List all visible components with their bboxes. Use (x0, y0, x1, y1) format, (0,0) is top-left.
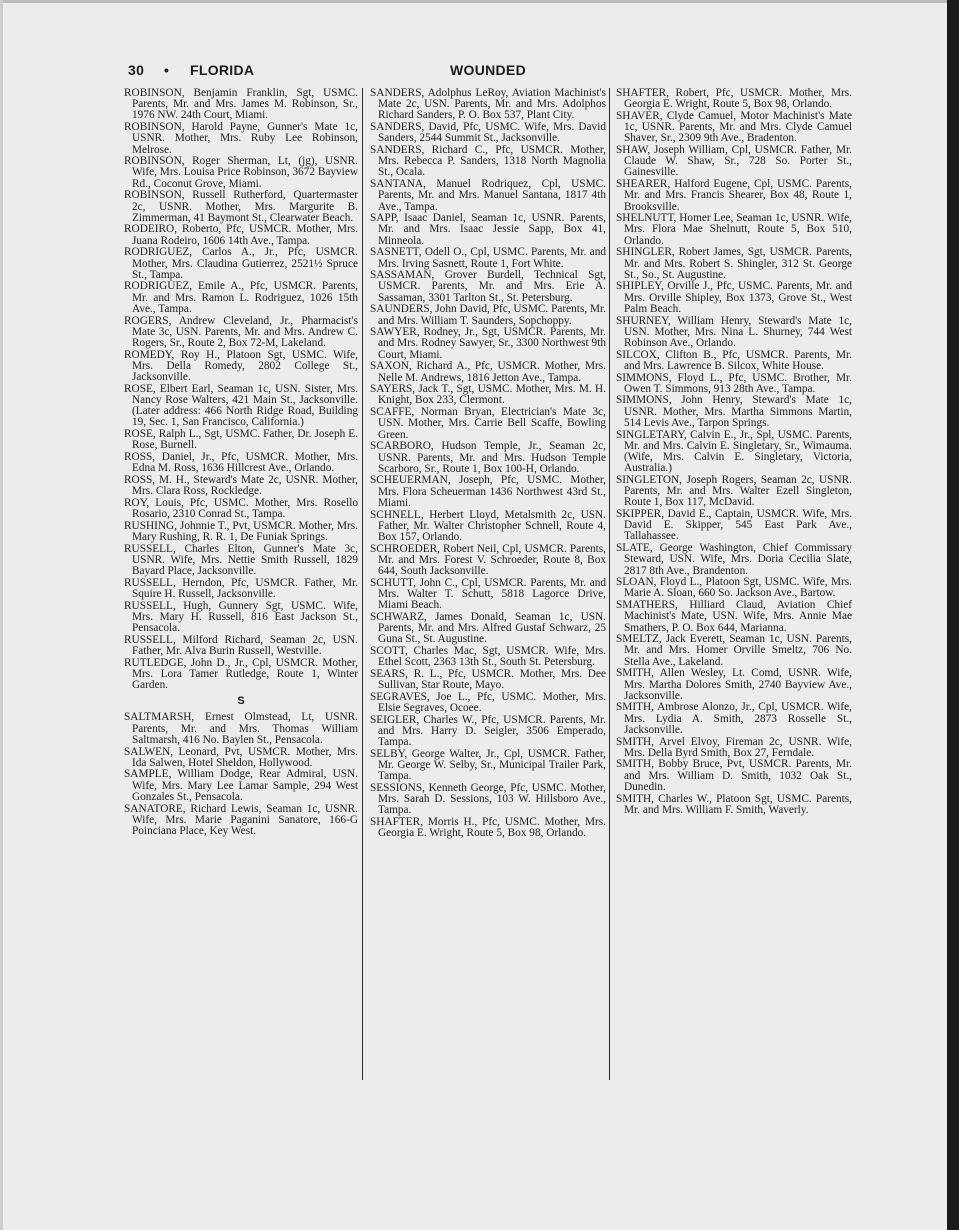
casualty-entry: SAMPLE, William Dodge, Rear Admiral, USN. Wife, Mrs. Mary Lee Lamar Sample, 294 West Gonzales St., Pensacola. (124, 768, 358, 803)
casualty-entry: SIMMONS, John Henry, Steward's Mate 1c, USNR. Mother, Mrs. Martha Simmons Martin, 514 Levis Ave., Tarpon Springs. (616, 394, 852, 429)
casualty-entry: SAXON, Richard A., Pfc, USMCR. Mother, Mrs. Nelle M. Andrews, 1816 Jetton Ave., Tampa. (370, 360, 606, 384)
casualty-entry: RUSSELL, Charles Elton, Gunner's Mate 3c, USNR. Wife, Mrs. Nettie Smith Russell, 1829 Bayard Place, Jacksonville. (124, 542, 358, 578)
casualty-entry: SANDERS, Richard C., Pfc, USMCR. Mother, Mrs. Rebecca P. Sanders, 1318 North Magnolia St., Ocala. (370, 144, 606, 179)
casualty-entry: SANDERS, David, Pfc, USMC. Wife, Mrs. David Sanders, 2544 Summit St., Jacksonville. (370, 121, 606, 145)
casualty-entry: RODEIRO, Roberto, Pfc, USMCR. Mother, Mrs. Juana Rodeiro, 1606 14th Ave., Tampa. (124, 223, 358, 247)
casualty-entry: SASNETT, Odell O., Cpl, USMC. Parents, Mr. and Mrs. Irving Sasnett, Route 1, Fort White. (370, 246, 606, 270)
casualty-entry: SMITH, Bobby Bruce, Pvt, USMCR. Parents, Mr. and Mrs. William D. Smith, 1032 Oak St., Dunedin. (616, 758, 852, 793)
column-3 (616, 88, 852, 817)
casualty-entry: SLATE, George Washington, Chief Commissary Steward, USN. Wife, Mrs. Doria Cecilia Slate, 2817 8th Ave., Brandenton. (616, 542, 852, 577)
entry-list (124, 712, 358, 837)
casualty-entry: SMITH, Allen Wesley, Lt. Comd, USNR. Wife, Mrs. Martha Dolores Smith, 2740 Bayview Ave., Jacksonville. (616, 667, 852, 702)
casualty-entry: ROY, Louis, Pfc, USMC. Mother, Mrs. Rosello Rosario, 2310 Conrad St., Tampa. (124, 496, 358, 521)
column-divider (362, 88, 363, 1080)
casualty-entry: SHEARER, Halford Eugene, Cpl, USMC. Parents, Mr. and Mrs. Francis Shearer, Box 48, Route 1, Brooksville. (616, 178, 852, 213)
page-header (128, 62, 808, 82)
casualty-entry: SHAFTER, Morris H., Pfc, USMC. Mother, Mrs. Georgia E. Wright, Route 5, Box 98, Orlando. (370, 816, 606, 840)
entry-list (370, 88, 606, 839)
casualty-entry: SILCOX, Clifton B., Pfc, USMCR. Parents, Mr. and Mrs. Lawrence B. Silcox, White House. (616, 348, 852, 372)
casualty-entry: SHIPLEY, Orville J., Pfc, USMC. Parents, Mr. and Mrs. Orville Shipley, Box 1373, Grove St., West Palm Beach. (616, 280, 852, 315)
casualty-entry: SCHNELL, Herbert Lloyd, Metalsmith 2c, USN. Father, Mr. Walter Christopher Schnell, Route 4, Box 157, Orlando. (370, 508, 606, 543)
casualty-entry: SEARS, R. L., Pfc, USMCR. Mother, Mrs. Dee Sullivan, Star Route, Mayo. (370, 667, 606, 692)
casualty-entry: SHELNUTT, Homer Lee, Seaman 1c, USNR. Wife, Mrs. Flora Mae Shelnutt, Route 5, Box 510, Orlando. (616, 212, 852, 247)
casualty-entry: SMITH, Charles W., Platoon Sgt, USMC. Parents, Mr. and Mrs. William F. Smith, Waverly. (616, 792, 852, 816)
casualty-entry: SCHUTT, John C., Cpl, USMCR. Parents, Mr. and Mrs. Walter T. Schutt, 5818 Lagorce Drive, Miami Beach. (370, 576, 606, 612)
casualty-entry: SCOTT, Charles Mac, Sgt, USMCR. Wife, Mrs. Ethel Scott, 2363 13th St., South St. Petersburg. (370, 644, 606, 669)
casualty-entry: SAYERS, Jack T., Sgt, USMC. Mother, Mrs. M. H. Knight, Box 233, Clermont. (370, 383, 606, 407)
casualty-entry: ROSE, Ralph L., Sgt, USMC. Father, Dr. Joseph E. Rose, Burnell. (124, 428, 358, 452)
casualty-entry: RODRIGUEZ, Carlos A., Jr., Pfc, USMCR. Mother, Mrs. Claudina Gutierrez, 2521½ Spruce St., Tampa. (124, 246, 358, 281)
casualty-entry: SANTANA, Manuel Rodriquez, Cpl, USMC. Parents, Mr. and Mrs. Manuel Santana, 1817 4th Ave., Tampa. (370, 178, 606, 213)
casualty-entry: SANATORE, Richard Lewis, Seaman 1c, USNR. Wife, Mrs. Marie Paganini Sanatore, 166-G Poinciana Place, Key West. (124, 802, 358, 837)
column-divider (609, 88, 610, 1080)
casualty-entry: SCHWARZ, James Donald, Seaman 1c, USN. Parents, Mr. and Mrs. Alfred Gustaf Schwarz, 25 Guna St., St. Augustine. (370, 610, 606, 646)
casualty-entry: ROSE, Elbert Earl, Seaman 1c, USN. Sister, Mrs. Nancy Rose Walters, 421 Main St., Jacksonville. (Later address: 466 North Ridge Road, Building 19, Sec. 1, San Francisco, California.) (124, 382, 358, 429)
casualty-entry: SMATHERS, Hilliard Claud, Aviation Chief Machinist's Mate, USN. Wife, Mrs. Annie Mae Smathers, P. O. Box 644, Marianna. (616, 599, 852, 634)
casualty-entry: ROBINSON, Benjamin Franklin, Sgt, USMC. Parents, Mr. and Mrs. James M. Robinson, Sr., 1976 NW. 24th Court, Miami. (124, 87, 358, 122)
casualty-entry: SHAFTER, Robert, Pfc, USMCR. Mother, Mrs. Georgia E. Wright, Route 5, Box 98, Orlando. (616, 87, 852, 111)
page-number: 30 (128, 62, 145, 78)
casualty-entry: SIMMONS, Floyd L., Pfc, USMC. Brother, Mr. Owen T. Simmons, 913 28th Ave., Tampa. (616, 371, 852, 395)
header-bullet: • (164, 62, 170, 78)
casualty-entry: SANDERS, Adolphus LeRoy, Aviation Machinist's Mate 2c, USN. Parents, Mr. and Mrs. Adolphos Richard Sanders, P. O. Box 537, Plant City. (370, 87, 606, 122)
casualty-entry: SALTMARSH, Ernest Olmstead, Lt, USNR. Parents, Mr. and Mrs. Thomas William Saltmarsh, 416 No. Baylen St., Pensacola. (124, 711, 358, 746)
casualty-entry: SCAFFE, Norman Bryan, Electrician's Mate 3c, USN. Mother, Mrs. Carrie Bell Scaffe, Bowling Green. (370, 406, 606, 441)
casualty-entry: SHAVER, Clyde Camuel, Motor Machinist's Mate 1c, USNR. Parents, Mr. and Mrs. Clyde Camuel Shaver, Sr., 2309 9th Ave., Bradenton. (616, 109, 852, 145)
scan-border-top (0, 0, 959, 3)
casualty-entry: SHINGLER, Robert James, Sgt, USMCR. Parents, Mr. and Mrs. Robert S. Shingler, 312 St. George St., So., St. Augustine. (616, 246, 852, 281)
casualty-entry: SHAW, Joseph William, Cpl, USMCR. Father, Mr. Claude W. Shaw, Sr., 728 So. Porter St., Gainesville. (616, 144, 852, 179)
casualty-entry: ROMEDY, Roy H., Platoon Sgt, USMC. Wife, Mrs. Della Romedy, 2802 College St., Jacksonville. (124, 348, 358, 384)
casualty-entry: SAWYER, Rodney, Jr., Sgt, USMCR. Parents, Mr. and Mrs. Rodney Sawyer, Sr., 3300 Northwest 9th Court, Miami. (370, 326, 606, 361)
casualty-entry: RUSSELL, Milford Richard, Seaman 2c, USN. Father, Mr. Alva Burin Russell, Westville. (124, 633, 358, 657)
casualty-entry: SCHROEDER, Robert Neil, Cpl, USMCR. Parents, Mr. and Mrs. Forest V. Schroeder, Route 8, Box 644, South Jacksonville. (370, 542, 606, 578)
casualty-entry: RODRIGUEZ, Emile A., Pfc, USMCR. Parents, Mr. and Mrs. Ramon L. Rodriguez, 1026 15th Ave., Tampa. (124, 280, 358, 315)
casualty-entry: SEGRAVES, Joe L., Pfc, USMC. Mother, Mrs. Elsie Segraves, Ocoee. (370, 690, 606, 714)
casualty-entry: RUSSELL, Herndon, Pfc, USMCR. Father, Mr. Squire H. Russell, Jacksonville. (124, 576, 358, 600)
column-2 (370, 88, 606, 840)
casualty-entry: SINGLETON, Joseph Rogers, Seaman 2c, USNR. Parents, Mr. and Mrs. Walter Ezell Singleton, Route 1, Box 117, McDavid. (616, 473, 852, 509)
casualty-entry: ROBINSON, Harold Payne, Gunner's Mate 1c, USNR. Mother, Mrs. Ruby Lee Robinson, Melrose. (124, 121, 358, 156)
scan-border-right (947, 0, 959, 1230)
casualty-entry: SAUNDERS, John David, Pfc, USMC. Parents, Mr. and Mrs. William T. Saunders, Sopchoppy. (370, 303, 606, 327)
casualty-entry: SALWEN, Leonard, Pvt, USMCR. Mother, Mrs. Ida Salwen, Hotel Sheldon, Hollywood. (124, 745, 358, 769)
casualty-entry: ROBINSON, Russell Rutherford, Quartermaster 2c, USNR. Mother, Mrs. Margurite B. Zimmerman, 41 Baymont St., Clearwater Beach. (124, 189, 358, 224)
casualty-entry: SKIPPER, David E., Captain, USMCR. Wife, Mrs. David E. Skipper, 545 East Park Ave., Tallahassee. (616, 508, 852, 543)
entry-list (616, 88, 852, 816)
casualty-entry: SINGLETARY, Calvin E., Jr., Spl, USMC. Parents, Mr. and Mrs. Calvin E. Singletary, Sr., Wimauma. (Wife, Mrs. Calvin E. Singletary, Victoria, Australia.) (616, 428, 852, 475)
entry-list (124, 88, 358, 691)
casualty-entry: ROSS, M. H., Steward's Mate 2c, USNR. Mother, Mrs. Clara Ross, Rockledge. (124, 473, 358, 498)
casualty-entry: SMITH, Ambrose Alonzo, Jr., Cpl, USMCR. Wife, Mrs. Lydia A. Smith, 2873 Rosselle St., Jacksonville. (616, 701, 852, 736)
section-title: WOUNDED (450, 62, 526, 78)
casualty-entry: SCHEUERMAN, Joseph, Pfc, USMC. Mother, Mrs. Flora Scheuerman 1436 Northwest 43rd St., Miami. (370, 474, 606, 509)
casualty-entry: SELBY, George Walter, Jr., Cpl, USMCR. Father, Mr. George W. Selby, Sr., Municipal Trailer Park, Tampa. (370, 747, 606, 783)
casualty-entry: SASSAMAN, Grover Burdell, Technical Sgt, USMCR. Parents, Mr. and Mrs. Erie A. Sassaman, 3301 Tarlton St., St. Petersburg. (370, 269, 606, 304)
casualty-entry: ROGERS, Andrew Cleveland, Jr., Pharmacist's Mate 3c, USN. Parents, Mr. and Mrs. Andrew C. Rogers, Sr., Route 2, Box 72-M, Lakeland. (124, 314, 358, 349)
casualty-entry: SHURNEY, William Henry, Steward's Mate 1c, USN. Mother, Mrs. Nina L. Shurney, 744 West Robinson Ave., Orlando. (616, 314, 852, 349)
casualty-entry: ROBINSON, Roger Sherman, Lt, (jg), USNR. Wife, Mrs. Louisa Price Robinson, 3672 Bayview Rd., Coconut Grove, Miami. (124, 155, 358, 190)
casualty-entry: RUSSELL, Hugh, Gunnery Sgt, USMC. Wife, Mrs. Mary H. Russell, 816 East Jackson St., Pensacola. (124, 599, 358, 635)
column-1 (124, 88, 358, 838)
casualty-entry: SEIGLER, Charles W., Pfc, USMCR. Parents, Mr. and Mrs. Harry D. Seigler, 3506 Emperado, Tampa. (370, 713, 606, 749)
casualty-entry: SCARBORO, Hudson Temple, Jr., Seaman 2c, USNR. Parents, Mr. and Mrs. Hudson Temple Scarboro, Sr., Route 1, Box 100-H, Orlando. (370, 440, 606, 475)
casualty-entry: SLOAN, Floyd L., Platoon Sgt, USMC. Wife, Mrs. Marie A. Sloan, 660 So. Jackson Ave., Bartow. (616, 576, 852, 600)
state-name: FLORIDA (190, 62, 255, 78)
casualty-entry: SAPP, Isaac Daniel, Seaman 1c, USNR. Parents, Mr. and Mrs. Isaac Jessie Sapp, Box 41, Minneola. (370, 212, 606, 247)
letter-heading: S (237, 695, 245, 708)
scan-border-left (0, 0, 3, 1230)
casualty-entry: RUTLEDGE, John D., Jr., Cpl, USMCR. Mother, Mrs. Lora Tamer Rutledge, Route 1, Winter Garden. (124, 656, 358, 692)
casualty-entry: SESSIONS, Kenneth George, Pfc, USMC. Mother, Mrs. Sarah D. Sessions, 103 W. Hillsboro Ave., Tampa. (370, 781, 606, 817)
casualty-entry: SMELTZ, Jack Everett, Seaman 1c, USN. Parents, Mr. and Mrs. Homer Orville Smeltz, 706 No. Stella Ave., Lakeland. (616, 633, 852, 668)
casualty-entry: RUSHING, Johnnie T., Pvt, USMCR. Mother, Mrs. Mary Rushing, R. R. 1, De Funiak Springs. (124, 519, 358, 543)
casualty-entry: SMITH, Arvel Elvoy, Fireman 2c, USNR. Wife, Mrs. Della Byrd Smith, Box 27, Ferndale. (616, 735, 852, 759)
casualty-entry: ROSS, Daniel, Jr., Pfc, USMCR. Mother, Mrs. Edna M. Ross, 1636 Hillcrest Ave., Orlando. (124, 451, 358, 475)
